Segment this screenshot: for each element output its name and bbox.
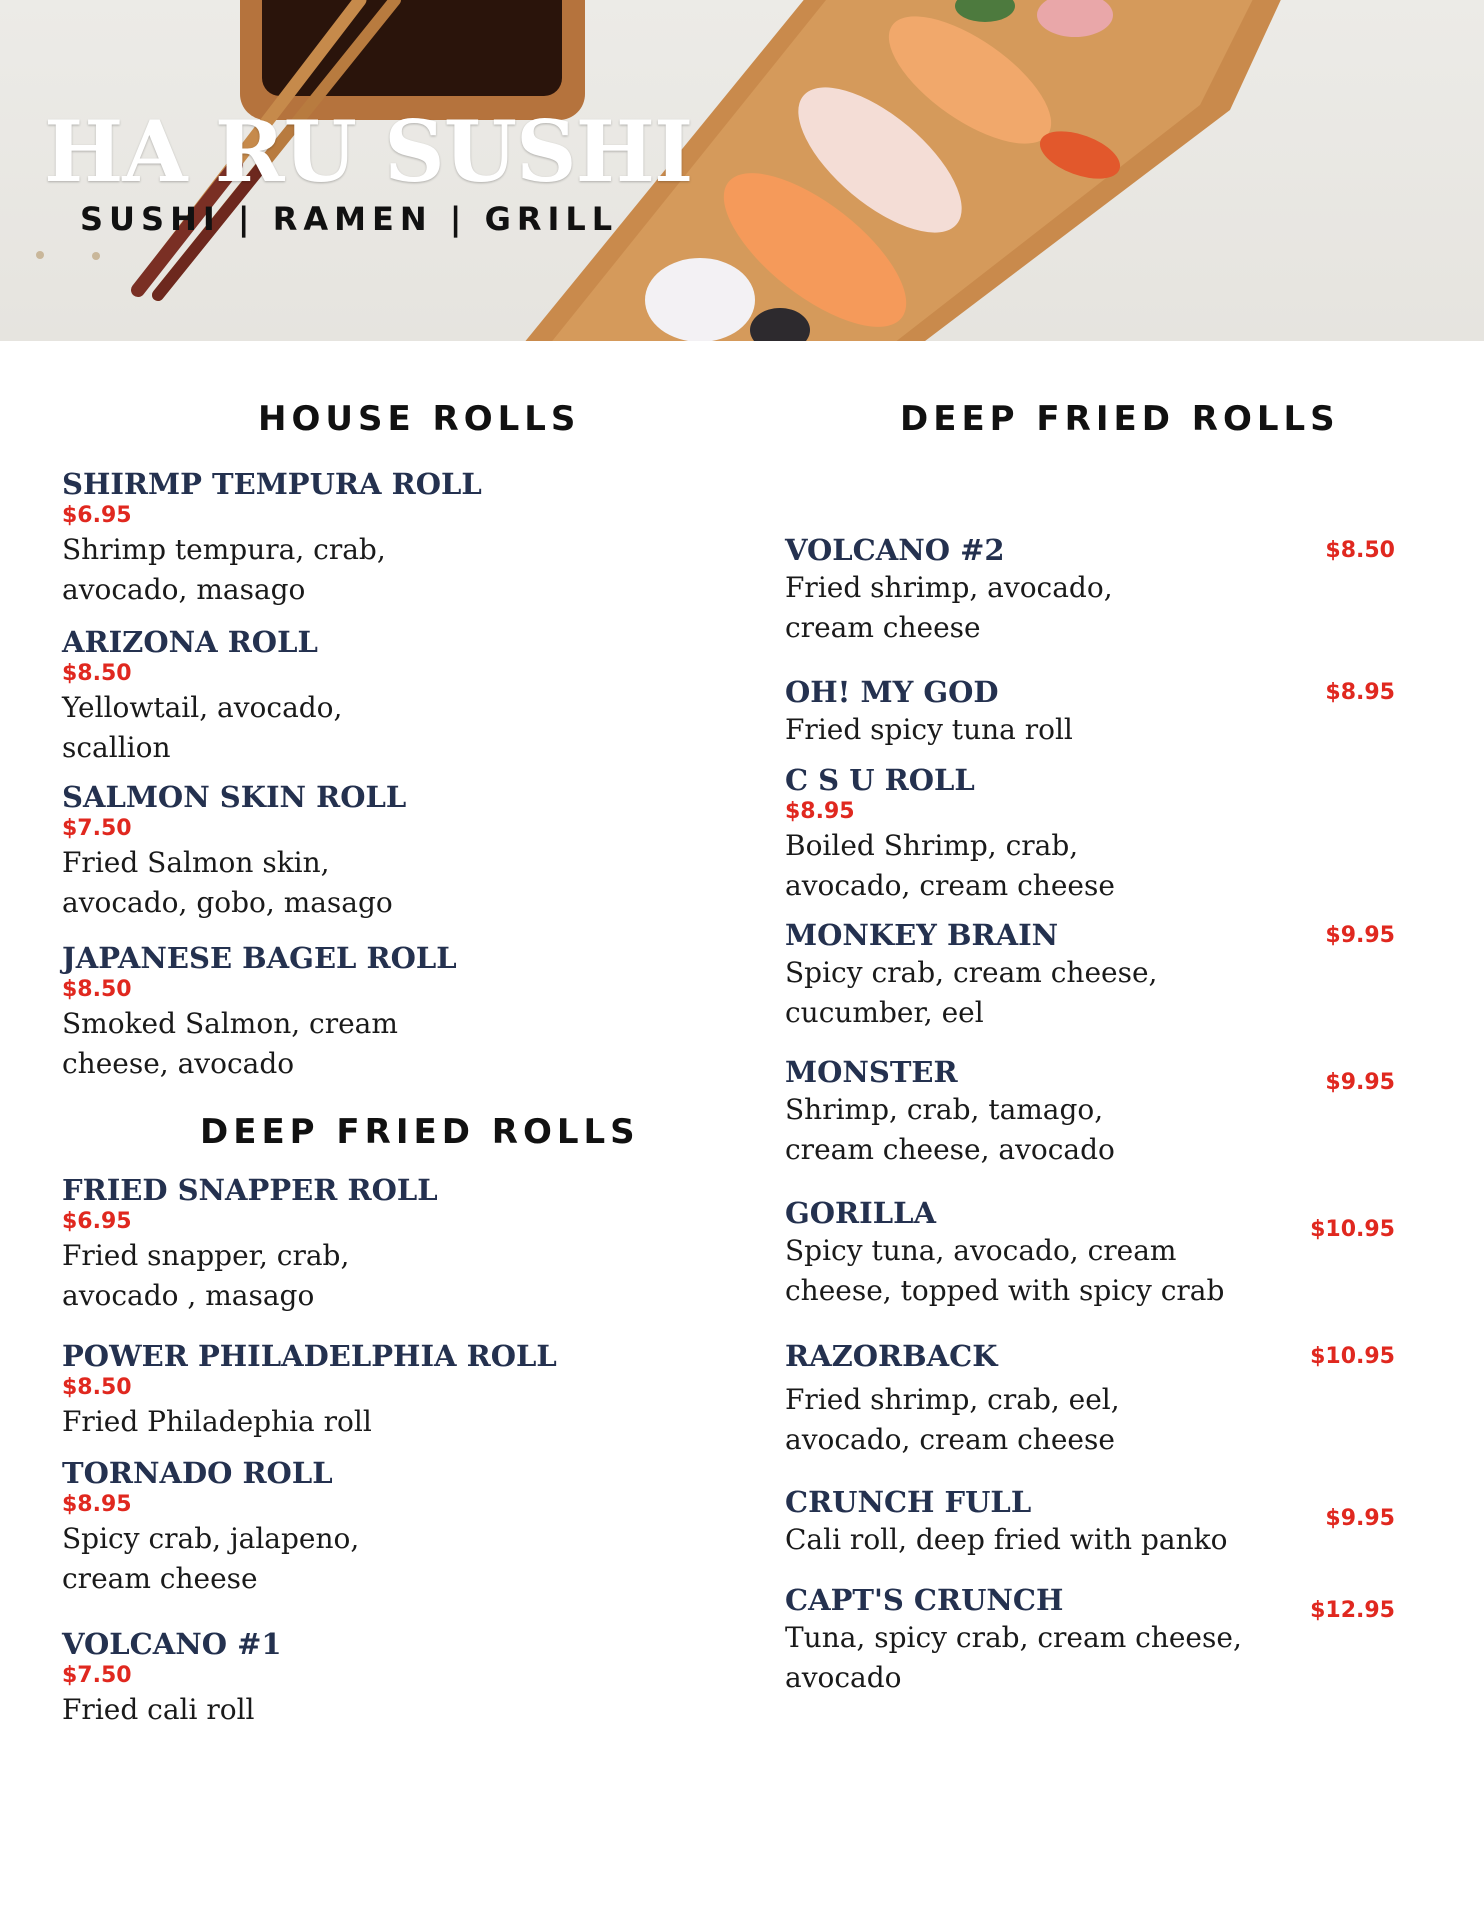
- menu-item: [62, 1172, 622, 1316]
- item-name: MONSTER: [785, 1055, 958, 1089]
- item-description-line: avocado, masago: [62, 573, 306, 606]
- item-description-line: cream cheese, avocado: [785, 1133, 1115, 1166]
- item-description-line: avocado, cream cheese: [785, 1423, 1115, 1456]
- item-name: JAPANESE BAGEL ROLL: [62, 941, 457, 975]
- menu-item: [785, 1484, 1395, 1560]
- item-name: MONKEY BRAIN: [785, 918, 1059, 952]
- item-description-line: Fried snapper, crab,: [62, 1239, 350, 1272]
- item-description-line: Boiled Shrimp, crab,: [785, 829, 1079, 862]
- item-description-line: Fried Salmon skin,: [62, 846, 330, 879]
- deep-fried-rolls-heading-right: DEEP FRIED ROLLS: [900, 399, 1340, 439]
- house-rolls-heading: HOUSE ROLLS: [258, 399, 581, 439]
- item-description-line: cream cheese: [62, 1562, 258, 1595]
- item-description-line: Fried Philadephia roll: [62, 1405, 372, 1438]
- item-description-line: Smoked Salmon, cream: [62, 1007, 398, 1040]
- item-name: ARIZONA ROLL: [62, 625, 318, 659]
- item-description: [62, 1004, 622, 1084]
- item-price: $7.50: [62, 1663, 132, 1688]
- menu-item: [785, 532, 1395, 648]
- item-description-line: cheese, topped with spicy crab: [785, 1274, 1225, 1307]
- item-name: VOLCANO #1: [62, 1627, 282, 1661]
- item-description: [62, 1236, 622, 1316]
- item-price: $9.95: [1325, 1070, 1395, 1095]
- item-description: [785, 1618, 1395, 1698]
- item-name: TORNADO ROLL: [62, 1456, 333, 1490]
- item-price: $8.50: [62, 661, 132, 686]
- item-description: [62, 843, 622, 923]
- squid-nigiri: [645, 258, 755, 341]
- restaurant-tagline: SUSHI | RAMEN | GRILL: [80, 200, 619, 238]
- item-price: $9.95: [1325, 923, 1395, 948]
- item-price: $9.95: [1325, 1506, 1395, 1531]
- item-name: VOLCANO #2: [785, 533, 1005, 567]
- header-photo: [0, 0, 1484, 341]
- item-description-line: avocado, cream cheese: [785, 869, 1115, 902]
- item-price: $8.50: [62, 977, 132, 1002]
- item-price: $10.95: [1310, 1217, 1395, 1242]
- item-description: [785, 826, 1395, 906]
- menu-item: [785, 1582, 1395, 1698]
- item-description-line: Tuna, spicy crab, cream cheese,: [785, 1621, 1242, 1654]
- item-description-line: Shrimp, crab, tamago,: [785, 1093, 1104, 1126]
- item-name: C S U ROLL: [785, 763, 975, 797]
- item-name: OH! MY GOD: [785, 675, 999, 709]
- item-description: [62, 1519, 622, 1599]
- item-price: $10.95: [1310, 1344, 1395, 1369]
- menu-item: [62, 466, 622, 610]
- item-name: CRUNCH FULL: [785, 1485, 1032, 1519]
- menu-item: [785, 1338, 1395, 1460]
- item-description-line: cheese, avocado: [62, 1047, 295, 1080]
- decor-dot: [92, 252, 100, 260]
- menu-item: [785, 917, 1395, 1033]
- decor-dot: [36, 251, 44, 259]
- item-price: $8.95: [62, 1492, 132, 1517]
- item-description: [62, 688, 622, 768]
- menu-item: [785, 1054, 1395, 1170]
- item-description: [62, 1690, 622, 1730]
- item-price: $6.95: [62, 503, 132, 528]
- item-price: $8.95: [785, 799, 855, 824]
- item-description: [785, 1380, 1395, 1460]
- menu-item: [785, 674, 1395, 750]
- item-description-line: Fried spicy tuna roll: [785, 713, 1073, 746]
- item-description: [785, 1090, 1395, 1170]
- item-description-line: avocado, gobo, masago: [62, 886, 393, 919]
- item-description-line: Cali roll, deep fried with panko: [785, 1523, 1228, 1556]
- item-description-line: Shrimp tempura, crab,: [62, 533, 386, 566]
- item-price: $8.95: [1325, 680, 1395, 705]
- item-description-line: cucumber, eel: [785, 996, 984, 1029]
- menu-item: [62, 1338, 622, 1442]
- item-description-line: cream cheese: [785, 611, 981, 644]
- menu-item: [785, 1195, 1395, 1311]
- menu-item: [62, 624, 622, 768]
- item-name: POWER PHILADELPHIA ROLL: [62, 1339, 557, 1373]
- item-description-line: avocado: [785, 1661, 902, 1694]
- item-description: [785, 953, 1395, 1033]
- item-description: [785, 710, 1395, 750]
- item-description-line: scallion: [62, 731, 171, 764]
- item-name: GORILLA: [785, 1196, 936, 1230]
- item-description: [785, 1520, 1395, 1560]
- item-description: [785, 568, 1395, 648]
- deep-fried-rolls-heading: DEEP FRIED ROLLS: [200, 1112, 640, 1152]
- item-description-line: Spicy crab, jalapeno,: [62, 1522, 360, 1555]
- item-description: [62, 1402, 622, 1442]
- item-name: SHIRMP TEMPURA ROLL: [62, 467, 482, 501]
- item-name: FRIED SNAPPER ROLL: [62, 1173, 438, 1207]
- restaurant-name: HA RU SUSHI: [44, 102, 693, 201]
- item-description-line: Fried shrimp, avocado,: [785, 571, 1113, 604]
- item-description: [62, 530, 622, 610]
- item-price: $12.95: [1310, 1598, 1395, 1623]
- item-description-line: Fried cali roll: [62, 1693, 255, 1726]
- item-price: $7.50: [62, 816, 132, 841]
- item-description-line: Yellowtail, avocado,: [62, 691, 343, 724]
- item-name: SALMON SKIN ROLL: [62, 780, 407, 814]
- menu-item: [785, 762, 1395, 906]
- item-description-line: Spicy tuna, avocado, cream: [785, 1234, 1177, 1267]
- item-description-line: avocado , masago: [62, 1279, 315, 1312]
- item-price: $8.50: [62, 1375, 132, 1400]
- menu-item: [62, 1455, 622, 1599]
- item-description-line: Fried shrimp, crab, eel,: [785, 1383, 1120, 1416]
- item-price: $8.50: [1325, 538, 1395, 563]
- item-name: RAZORBACK: [785, 1339, 998, 1373]
- menu-item: [62, 1626, 622, 1730]
- item-description-line: Spicy crab, cream cheese,: [785, 956, 1158, 989]
- item-description: [785, 1231, 1395, 1311]
- item-name: CAPT'S CRUNCH: [785, 1583, 1064, 1617]
- menu-item: [62, 779, 622, 923]
- soy-sauce: [262, 0, 562, 96]
- menu-item: [62, 940, 622, 1084]
- item-price: $6.95: [62, 1209, 132, 1234]
